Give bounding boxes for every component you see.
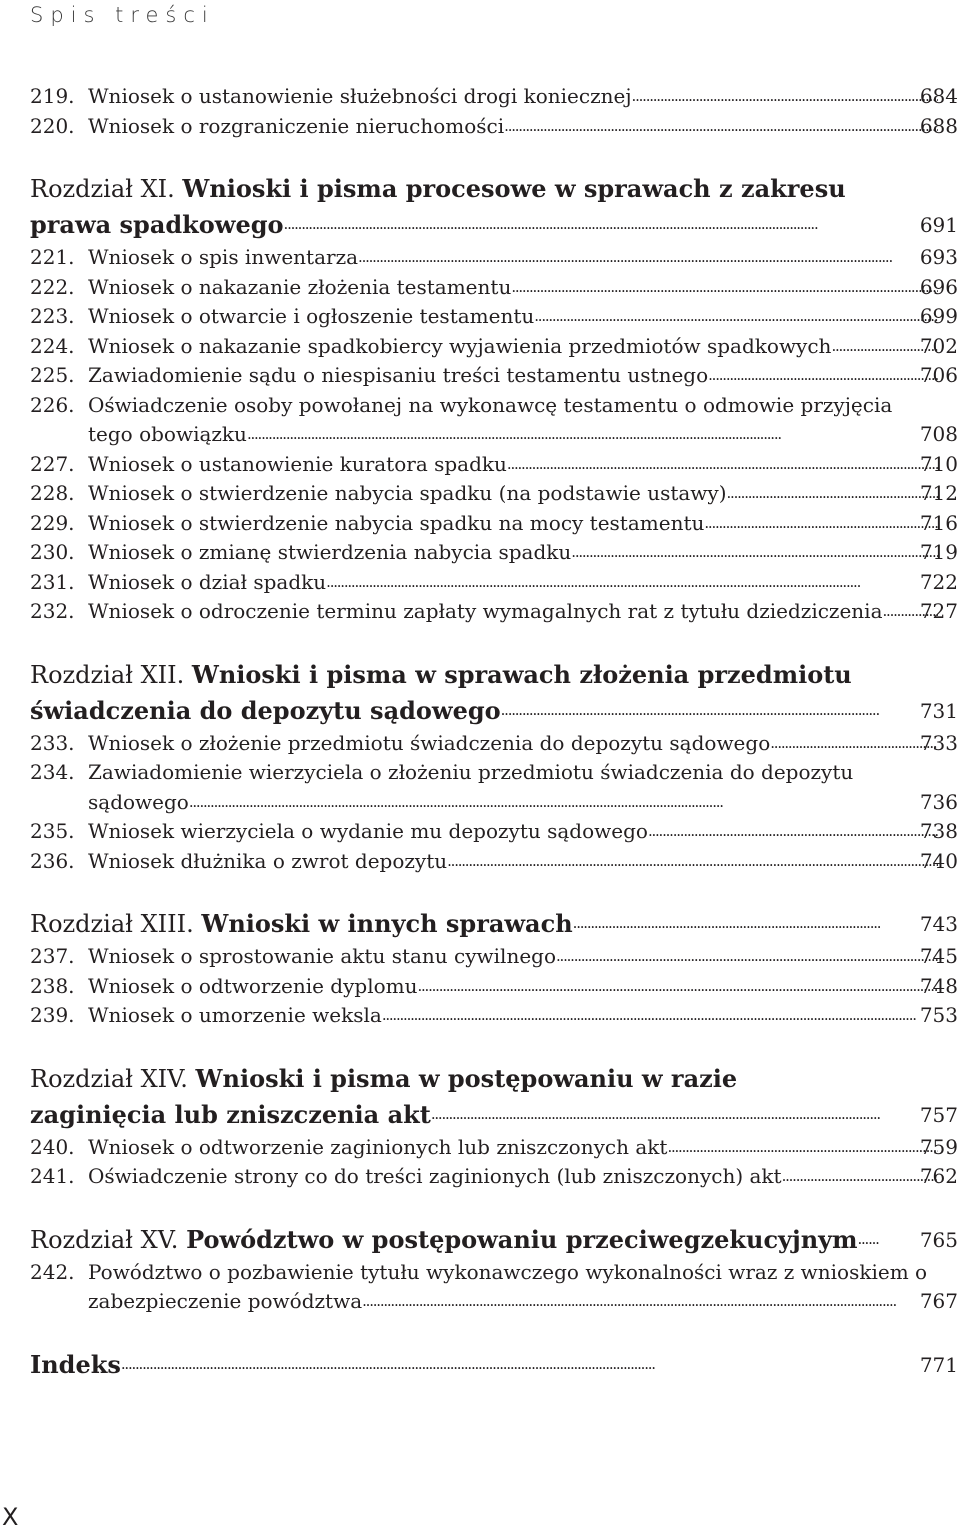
entry-page-number: 688 bbox=[919, 113, 958, 138]
entry-page-number: 727 bbox=[919, 599, 958, 623]
entry-number: 231. bbox=[30, 569, 75, 594]
entry-page-number: 696 bbox=[919, 274, 958, 299]
toc-entry[interactable] bbox=[30, 302, 958, 332]
index-page-number: 771 bbox=[919, 1352, 958, 1377]
entry-title: Wniosek wierzyciela o wydanie mu depozytu sądowego . . . bbox=[30, 817, 938, 847]
entry-title: Wniosek o stwierdzenie nabycia spadku na mocy testamentu . . . bbox=[30, 509, 938, 539]
chapter-title: Wnioski i pisma w sprawach złożenia przedmiotu świadczenia do depozytu sądowego bbox=[30, 659, 852, 725]
toc-entry[interactable] bbox=[30, 942, 958, 972]
entry-page-number: 722 bbox=[919, 569, 958, 594]
entry-title: Wniosek o nakazanie złożenia testamentu . . . bbox=[30, 273, 938, 303]
index-label: Indeks bbox=[30, 1349, 121, 1379]
toc-index[interactable] bbox=[30, 1347, 958, 1383]
toc-entry[interactable] bbox=[30, 509, 958, 539]
entry-title: Wniosek o stwierdzenie nabycia spadku (na podstawie ustawy) . . . bbox=[30, 479, 938, 509]
entry-title: Wniosek o dział spadku . . . bbox=[30, 568, 938, 598]
chapter-page-number: 765 bbox=[919, 1227, 958, 1252]
entry-number: 238. bbox=[30, 973, 75, 998]
toc-entry[interactable] bbox=[30, 243, 958, 273]
entry-title: Wniosek o sprostowanie aktu stanu cywilnego . . . bbox=[30, 942, 938, 972]
toc-chapter[interactable] bbox=[30, 657, 958, 729]
entry-title: Wniosek o zmianę stwierdzenia nabycia spadku . . . bbox=[30, 538, 938, 568]
entry-page-number: 767 bbox=[919, 1289, 958, 1313]
chapter-heading bbox=[30, 171, 880, 243]
chapter-page-number: 743 bbox=[919, 912, 958, 936]
toc-chapter[interactable] bbox=[30, 1222, 958, 1258]
entry-page-number: 759 bbox=[919, 1134, 958, 1159]
toc-entry[interactable] bbox=[30, 847, 958, 877]
entry-page-number: 716 bbox=[919, 510, 958, 535]
entry-page-number: 738 bbox=[919, 819, 958, 843]
toc-entry[interactable] bbox=[30, 758, 958, 817]
toc-entry[interactable] bbox=[30, 479, 958, 509]
entry-number: 239. bbox=[30, 1003, 75, 1027]
entry-title: Wniosek o ustanowienie kuratora spadku . . . bbox=[30, 450, 938, 480]
entry-number: 220. bbox=[30, 113, 75, 138]
entry-title: Wniosek o złożenie przedmiotu świadczenia do depozytu sądowego . . . bbox=[30, 729, 938, 759]
toc-entry[interactable] bbox=[30, 450, 958, 480]
chapter-heading bbox=[30, 906, 880, 942]
chapter-heading bbox=[30, 1061, 880, 1133]
entry-page-number: 736 bbox=[919, 789, 958, 814]
chapter-label: Rozdział XIII. bbox=[30, 910, 194, 938]
entry-page-number: 762 bbox=[919, 1164, 958, 1188]
toc-entry[interactable] bbox=[30, 817, 958, 847]
entry-title: Wniosek o nakazanie spadkobiercy wyjawienia przedmiotów spadkowych . . . bbox=[30, 332, 938, 362]
chapter-page-number: 691 bbox=[919, 213, 958, 237]
entry-number: 236. bbox=[30, 848, 75, 873]
table-of-contents bbox=[30, 82, 958, 1383]
entry-title: Powództwo o pozbawienie tytułu wykonawczego wykonalności wraz z wnioskiem o zabezpieczenie powództwa . . . bbox=[30, 1258, 938, 1317]
entry-page-number: 740 bbox=[919, 848, 958, 873]
entry-number: 222. bbox=[30, 274, 75, 299]
entry-title: Wniosek dłużnika o zwrot depozytu . . . bbox=[30, 847, 938, 877]
chapter-heading bbox=[30, 657, 880, 729]
entry-number: 233. bbox=[30, 730, 75, 755]
entry-number: 235. bbox=[30, 819, 75, 843]
chapter-label: Rozdział XII. bbox=[30, 660, 185, 689]
chapter-label: Rozdział XIV. bbox=[30, 1064, 188, 1093]
entry-title: Wniosek o ustanowienie służebności drogi koniecznej . . . bbox=[30, 82, 938, 112]
toc-entry[interactable] bbox=[30, 568, 958, 598]
entry-number: 232. bbox=[30, 599, 75, 623]
entry-number: 227. bbox=[30, 451, 75, 476]
entry-number: 229. bbox=[30, 510, 75, 535]
entry-title: Wniosek o rozgraniczenie nieruchomości . . . bbox=[30, 112, 938, 142]
entry-page-number: 699 bbox=[919, 304, 958, 328]
toc-entry[interactable] bbox=[30, 332, 958, 362]
chapter-page-number: 731 bbox=[919, 698, 958, 723]
chapter-label: Rozdział XI. bbox=[30, 175, 175, 203]
running-head: Spis treści bbox=[30, 3, 215, 27]
toc-entry[interactable] bbox=[30, 1133, 958, 1163]
entry-page-number: 708 bbox=[919, 422, 958, 446]
entry-page-number: 693 bbox=[919, 245, 958, 269]
entry-title: Wniosek o odtworzenie dyplomu . . . bbox=[30, 972, 938, 1002]
toc-entry[interactable] bbox=[30, 1162, 958, 1192]
index-heading bbox=[30, 1347, 880, 1383]
entry-number: 221. bbox=[30, 245, 75, 269]
chapter-title: Wnioski i pisma procesowe w sprawach z zakresu prawa spadkowego bbox=[30, 174, 846, 239]
toc-entry[interactable] bbox=[30, 729, 958, 759]
toc-entry[interactable] bbox=[30, 597, 958, 627]
entry-title: Wniosek o odroczenie terminu zapłaty wymagalnych rat z tytułu dziedziczenia . . . bbox=[30, 597, 938, 627]
chapter-title: Wnioski i pisma w postępowaniu w razie zaginięcia lub zniszczenia akt bbox=[30, 1063, 738, 1129]
entry-page-number: 719 bbox=[919, 540, 958, 564]
entry-page-number: 753 bbox=[919, 1003, 958, 1027]
entry-page-number: 712 bbox=[919, 481, 958, 505]
toc-entry[interactable] bbox=[30, 1001, 958, 1031]
toc-entry[interactable] bbox=[30, 1258, 958, 1317]
entry-number: 240. bbox=[30, 1134, 75, 1159]
entry-page-number: 706 bbox=[919, 363, 958, 387]
entry-page-number: 684 bbox=[919, 84, 958, 108]
chapter-title: Powództwo w postępowaniu przeciwegzekucyjnym bbox=[186, 1224, 858, 1254]
chapter-page-number: 757 bbox=[919, 1102, 958, 1127]
entry-title: Zawiadomienie sądu o niespisaniu treści testamentu ustnego . . . bbox=[30, 361, 938, 391]
entry-number: 241. bbox=[30, 1164, 75, 1188]
entry-title: Zawiadomienie wierzyciela o złożeniu przedmiotu świadczenia do depozytu sądowego . . . bbox=[30, 758, 938, 817]
entry-number: 228. bbox=[30, 481, 75, 505]
toc-entry[interactable] bbox=[30, 112, 958, 142]
entry-title: Oświadczenie strony co do treści zaginionych (lub zniszczonych) akt . . . bbox=[30, 1162, 938, 1192]
entry-number: 219. bbox=[30, 84, 75, 108]
entry-page-number: 710 bbox=[919, 451, 958, 476]
toc-entry[interactable] bbox=[30, 82, 958, 112]
entry-number: 223. bbox=[30, 304, 75, 328]
entry-number: 225. bbox=[30, 363, 75, 387]
entry-title: Wniosek o otwarcie i ogłoszenie testamentu . . . bbox=[30, 302, 938, 332]
toc-entry[interactable] bbox=[30, 538, 958, 568]
entry-number: 226. bbox=[30, 392, 75, 417]
entry-page-number: 748 bbox=[919, 973, 958, 998]
entry-title: Wniosek o odtworzenie zaginionych lub zniszczonych akt . . . bbox=[30, 1133, 938, 1163]
toc-entry[interactable] bbox=[30, 391, 958, 450]
entry-title: Wniosek o spis inwentarza . . . bbox=[30, 243, 938, 273]
entry-title: Oświadczenie osoby powołanej na wykonawcę testamentu o odmowie przyjęcia tego obowiązku . . . bbox=[30, 391, 938, 450]
toc-entry[interactable] bbox=[30, 972, 958, 1002]
entry-number: 242. bbox=[30, 1259, 75, 1284]
toc-chapter[interactable] bbox=[30, 171, 958, 243]
entry-number: 230. bbox=[30, 540, 75, 564]
entry-page-number: 733 bbox=[919, 730, 958, 755]
toc-chapter[interactable] bbox=[30, 1061, 958, 1133]
toc-entry[interactable] bbox=[30, 361, 958, 391]
entry-page-number: 745 bbox=[919, 944, 958, 968]
toc-entry[interactable] bbox=[30, 273, 958, 303]
entry-number: 224. bbox=[30, 333, 75, 358]
toc-chapter[interactable] bbox=[30, 906, 958, 942]
chapter-label: Rozdział XV. bbox=[30, 1225, 179, 1254]
entry-title: Wniosek o umorzenie weksla . . . bbox=[30, 1001, 938, 1031]
chapter-title: Wnioski w innych sprawach bbox=[201, 909, 573, 938]
chapter-heading bbox=[30, 1222, 880, 1258]
entry-number: 237. bbox=[30, 944, 75, 968]
page-folio: X bbox=[2, 1503, 19, 1531]
entry-page-number: 702 bbox=[919, 333, 958, 358]
entry-number: 234. bbox=[30, 760, 75, 784]
